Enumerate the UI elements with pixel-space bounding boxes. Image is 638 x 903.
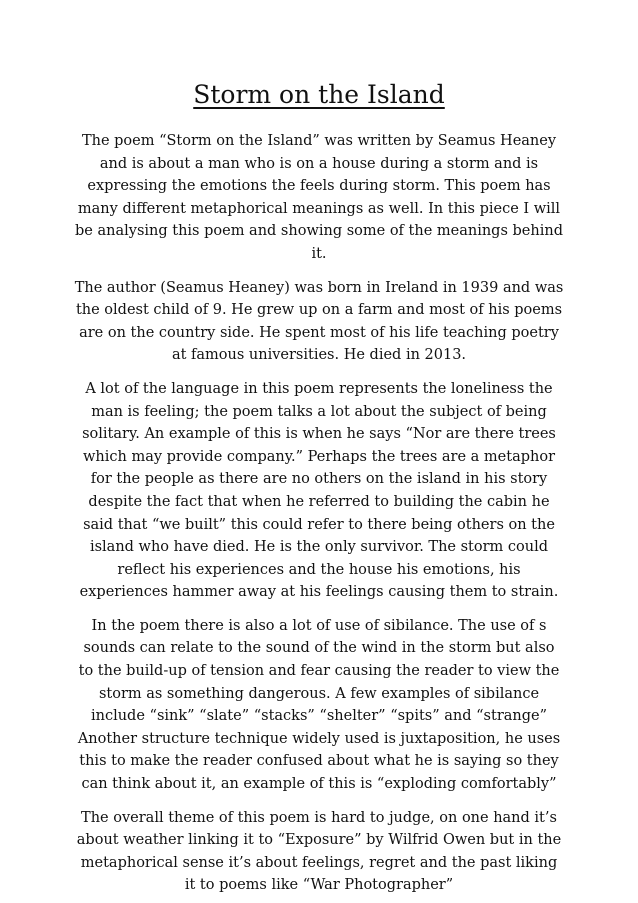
paragraph-introduction: The poem “Storm on the Island” was written by Seamus Heaney and is about a man who is on a house during a storm and is expressing the emotions the feels during storm. This poem has many different metaphorical meanings as well. In this piece I will be analysing this poem and showing some of the meanings behind it. (75, 133, 563, 262)
paragraph-sibilance: In the poem there is also a lot of use of sibilance. The use of s sounds can relate to the sound of the wind in the storm but also to the build-up of tension and fear causing the reader to view the storm as something dangerous. A few examples of sibilance include “sink” “slate” “stacks” “shelter” “spits” and “strange” Another structure technique widely used is juxtaposition, he uses this to make the reader confused about what he is saying so they can think about it, an example of this is “exploding comfortably” (77, 617, 561, 793)
document-title-text: Storm on the Island (193, 80, 445, 109)
paragraph-loneliness: A lot of the language in this poem represents the loneliness the man is feeling; the poem talks a lot about the subject of being solitary. An example of this is when he says “Nor are there trees which may provide company.” Perhaps the trees are a metaphor for the people as there are no others on the island in his story despite the fact that when he referred to building the cabin he said that “we built” this could refer to there being others on the island who have died. He is the only survivor. The storm could reflect his experiences and the house his emotions, his experiences hammer away at his feelings causing them to strain. (79, 380, 559, 601)
paragraph-theme: The overall theme of this poem is hard to judge, on one hand it’s about weather linking it to “Exposure” by Wilfrid Owen but in the metaphorical sense it’s about feelings, regret and the past liking it to poems like “War Photographer” (76, 809, 562, 894)
paragraph-author: The author (Seamus Heaney) was born in Ireland in 1939 and was the oldest child of 9. He grew up on a farm and most of his poems are on the country side. He spent most of his life teaching poetry at famous universities. He died in 2013. (74, 279, 564, 364)
document-title (74, 78, 564, 112)
